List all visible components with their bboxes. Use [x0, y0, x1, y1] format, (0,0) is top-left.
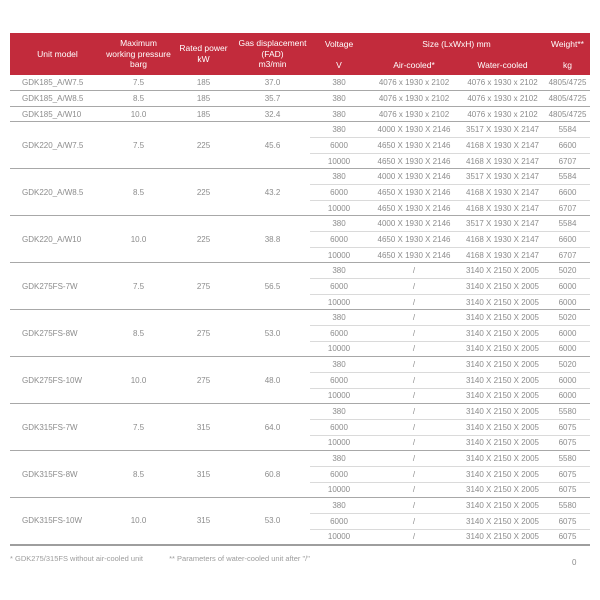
cell-weight: 5580: [545, 404, 590, 420]
cell-size-water-cooled: 3140 X 2150 X 2005: [460, 419, 545, 435]
cell-size-air-cooled: 4000 X 1930 X 2146: [368, 216, 460, 232]
table-row: [10, 310, 590, 326]
table-row: [10, 91, 590, 107]
cell-voltage: 380: [332, 78, 346, 88]
cell-weight: 6075: [545, 466, 590, 482]
cell-size-water-cooled: 3517 X 1930 X 2147: [460, 122, 545, 138]
cell-unit-model: GDK315FS-8W: [10, 451, 105, 498]
cell-rated-power: 275: [172, 263, 235, 310]
cell-voltage: 380: [310, 404, 368, 420]
cell-voltage: 380: [310, 498, 368, 514]
cell-weight: 4805/4725: [545, 91, 590, 107]
cell-voltage: 6000: [310, 466, 368, 482]
cell-size-water-cooled: 4076 x 1930 x 2102: [460, 106, 545, 122]
cell-voltage: 380: [310, 169, 368, 185]
cell-weight: 6075: [545, 482, 590, 498]
cell-size-air-cooled: /: [368, 482, 460, 498]
cell-weight: 6600: [545, 138, 590, 154]
cell-size-water-cooled: 3140 X 2150 X 2005: [460, 357, 545, 373]
cell-weight: 6600: [545, 185, 590, 201]
cell-size-air-cooled: /: [368, 451, 460, 467]
cell-voltage: 6000: [310, 232, 368, 248]
cell-size-water-cooled: 3517 X 1930 X 2147: [460, 216, 545, 232]
cell-size-air-cooled: /: [368, 310, 460, 326]
cell-size-air-cooled: 4650 X 1930 X 2146: [368, 185, 460, 201]
cell-rated-power: 225: [172, 169, 235, 216]
table-row: [10, 263, 590, 279]
cell-size-air-cooled: /: [368, 466, 460, 482]
cell-size-water-cooled: 3140 X 2150 X 2005: [460, 482, 545, 498]
cell-voltage: 380: [310, 122, 368, 138]
cell-voltage: 10000: [310, 435, 368, 451]
cell-gas-displacement: 64.0: [235, 404, 310, 451]
cell-size-water-cooled: 3140 X 2150 X 2005: [460, 466, 545, 482]
cell-size-water-cooled: 3140 X 2150 X 2005: [460, 310, 545, 326]
cell-size-water-cooled: 3140 X 2150 X 2005: [460, 404, 545, 420]
cell-size-water-cooled: 3140 X 2150 X 2005: [460, 263, 545, 279]
cell-size-air-cooled: 4650 X 1930 X 2146: [368, 138, 460, 154]
cell-unit-model: GDK220_A/W8.5: [10, 169, 105, 216]
cell-size-water-cooled: 3140 X 2150 X 2005: [460, 435, 545, 451]
cell-voltage: 10000: [310, 482, 368, 498]
table-row: [10, 498, 590, 514]
cell-unit-model: GDK185_A/W10: [10, 106, 105, 122]
cell-size-water-cooled: 4168 X 1930 X 2147: [460, 232, 545, 248]
cell-size-water-cooled: 3140 X 2150 X 2005: [460, 498, 545, 514]
cell-size-water-cooled: 3517 X 1930 X 2147: [460, 169, 545, 185]
cell-weight: 6075: [545, 513, 590, 529]
cell-weight: 4805/4725: [545, 106, 590, 122]
cell-max-pressure: 7.5: [105, 263, 172, 310]
col-header-weight-unit: kg: [545, 55, 590, 75]
cell-voltage: 6000: [310, 419, 368, 435]
table-row: [10, 357, 590, 373]
cell-size-air-cooled: /: [368, 326, 460, 342]
cell-rated-power: 315: [172, 404, 235, 451]
cell-gas-displacement: 38.8: [235, 216, 310, 263]
cell-max-pressure: 8.5: [105, 310, 172, 357]
cell-size-air-cooled: /: [368, 341, 460, 357]
table-row: [10, 169, 590, 185]
cell-rated-power: 275: [172, 357, 235, 404]
cell-gas-displacement: 45.6: [235, 122, 310, 169]
cell-voltage: 10000: [310, 388, 368, 404]
table-row: [10, 122, 590, 138]
cell-rated-power: 185: [172, 106, 235, 122]
cell-size-water-cooled: 4076 x 1930 x 2102: [460, 91, 545, 107]
specs-table: [10, 33, 590, 546]
cell-voltage: 380: [310, 91, 368, 107]
col-header-size: Size (LxWxH) mm: [368, 33, 545, 55]
table-row: [10, 404, 590, 420]
cell-gas-displacement: 43.2: [235, 169, 310, 216]
cell-weight: 6000: [545, 388, 590, 404]
table-row: [10, 451, 590, 467]
cell-weight: 4805/4725: [548, 78, 587, 88]
cell-voltage: 10000: [310, 247, 368, 263]
cell-max-pressure: 10.0: [105, 498, 172, 545]
cell-voltage: 6000: [310, 326, 368, 342]
col-header-voltage-unit: V: [310, 55, 368, 75]
cell-weight: 5584: [545, 216, 590, 232]
cell-size-air-cooled: /: [368, 529, 460, 545]
cell-unit-model: GDK220_A/W10: [10, 216, 105, 263]
cell-size-water-cooled: 3140 X 2150 X 2005: [460, 451, 545, 467]
cell-weight: 6000: [545, 326, 590, 342]
cell-weight: 6600: [545, 232, 590, 248]
cell-size-air-cooled: 4650 X 1930 X 2146: [368, 200, 460, 216]
cell-gas-displacement: 60.8: [235, 451, 310, 498]
cell-unit-model: GDK275FS-10W: [10, 357, 105, 404]
cell-unit-model: GDK185_A/W8.5: [10, 91, 105, 107]
cell-gas-displacement: 32.4: [235, 106, 310, 122]
col-header-unit-model: Unit model: [10, 33, 105, 75]
cell-weight: 6707: [545, 153, 590, 169]
col-header-air-cooled: Air-cooled*: [368, 55, 460, 75]
cell-unit-model: GDK275FS-8W: [10, 310, 105, 357]
cell-size-water-cooled: 4168 X 1930 X 2147: [460, 138, 545, 154]
cell-gas-displacement: 53.0: [235, 310, 310, 357]
cell-weight: 6000: [545, 279, 590, 295]
cell-size-air-cooled: 4650 X 1930 X 2146: [368, 153, 460, 169]
cell-voltage: 10000: [310, 200, 368, 216]
cell-weight: 5584: [545, 122, 590, 138]
cell-size-air-cooled: /: [368, 498, 460, 514]
cell-gas-displacement: 56.5: [235, 263, 310, 310]
cell-weight: 5580: [545, 498, 590, 514]
cell-size-water-cooled: 3140 X 2150 X 2005: [460, 341, 545, 357]
cell-gas-displacement: 35.7: [235, 91, 310, 107]
cell-rated-power: 315: [172, 498, 235, 545]
page-number: 0: [572, 558, 577, 567]
cell-size-water-cooled: 3140 X 2150 X 2005: [460, 279, 545, 295]
cell-unit-model: GDK185_A/W7.5: [22, 78, 84, 88]
cell-size-water-cooled: 3140 X 2150 X 2005: [460, 513, 545, 529]
cell-size-air-cooled: 4076 x 1930 x 2102: [378, 78, 450, 88]
cell-gas-displacement: 48.0: [235, 357, 310, 404]
cell-weight: 5020: [545, 310, 590, 326]
cell-max-pressure: 7.5: [105, 404, 172, 451]
cell-weight: 5020: [545, 263, 590, 279]
cell-size-air-cooled: /: [368, 294, 460, 310]
cell-max-pressure: 7.5: [105, 122, 172, 169]
cell-unit-model: GDK220_A/W7.5: [10, 122, 105, 169]
cell-max-pressure: 10.0: [105, 357, 172, 404]
spec-table-body: [10, 75, 590, 545]
cell-weight: 6000: [545, 294, 590, 310]
cell-size-air-cooled: /: [368, 435, 460, 451]
footnote-water-cooled: ** Parameters of water-cooled unit after "/": [169, 554, 310, 563]
cell-size-air-cooled: 4650 X 1930 X 2146: [368, 247, 460, 263]
cell-voltage: 380: [310, 310, 368, 326]
cell-voltage: 380: [310, 106, 368, 122]
cell-size-air-cooled: /: [368, 357, 460, 373]
cell-size-water-cooled: 3140 X 2150 X 2005: [460, 372, 545, 388]
cell-max-pressure: 10.0: [105, 106, 172, 122]
cell-max-pressure: 8.5: [105, 169, 172, 216]
table-header: [10, 33, 590, 75]
cell-rated-power: 315: [172, 451, 235, 498]
cell-voltage: 6000: [310, 138, 368, 154]
cell-weight: 6075: [545, 529, 590, 545]
col-header-max-working-pressure: Maximum working pressure barg: [105, 33, 172, 75]
cell-size-air-cooled: /: [368, 372, 460, 388]
cell-size-air-cooled: 4000 X 1930 X 2146: [368, 169, 460, 185]
cell-voltage: 10000: [310, 529, 368, 545]
cell-rated-power: 185: [196, 78, 211, 88]
col-header-weight: Weight**: [545, 33, 590, 55]
cell-unit-model: GDK275FS-7W: [10, 263, 105, 310]
cell-rated-power: 225: [172, 122, 235, 169]
cell-voltage: 6000: [310, 372, 368, 388]
cell-unit-model: GDK315FS-10W: [10, 498, 105, 545]
cell-max-pressure: 8.5: [105, 451, 172, 498]
footnote-air-cooled: * GDK275/315FS without air-cooled unit: [10, 554, 143, 563]
cell-weight: 6075: [545, 419, 590, 435]
cell-size-air-cooled: /: [368, 263, 460, 279]
cell-weight: 5020: [545, 357, 590, 373]
cell-weight: 5584: [545, 169, 590, 185]
cell-size-water-cooled: 3140 X 2150 X 2005: [460, 529, 545, 545]
cell-weight: 5580: [545, 451, 590, 467]
cell-size-air-cooled: /: [368, 279, 460, 295]
cell-rated-power: 275: [172, 310, 235, 357]
cell-size-air-cooled: /: [368, 388, 460, 404]
table-row: [10, 106, 590, 122]
cell-size-air-cooled: 4000 X 1930 X 2146: [368, 122, 460, 138]
cell-size-water-cooled: 3140 X 2150 X 2005: [460, 294, 545, 310]
cell-max-pressure: 8.5: [105, 91, 172, 107]
cell-voltage: 10000: [310, 294, 368, 310]
col-header-rated-power: Rated power kW: [172, 33, 235, 75]
cell-unit-model: GDK315FS-7W: [10, 404, 105, 451]
cell-size-water-cooled: 4168 X 1930 X 2147: [460, 153, 545, 169]
cell-weight: 6000: [545, 341, 590, 357]
cell-voltage: 6000: [310, 513, 368, 529]
cell-size-air-cooled: 4076 x 1930 x 2102: [368, 106, 460, 122]
col-header-gas-displacement: Gas displacement (FAD) m3/min: [235, 33, 310, 75]
cell-size-water-cooled: 4168 X 1930 X 2147: [460, 185, 545, 201]
cell-max-pressure: 7.5: [132, 78, 145, 88]
cell-voltage: 380: [310, 263, 368, 279]
cell-size-air-cooled: 4076 x 1930 x 2102: [368, 91, 460, 107]
cell-weight: 6707: [545, 247, 590, 263]
cell-size-air-cooled: /: [368, 513, 460, 529]
table-row: [10, 75, 590, 91]
footnotes: [10, 554, 310, 563]
cell-weight: 6075: [545, 435, 590, 451]
cell-size-air-cooled: /: [368, 404, 460, 420]
cell-size-air-cooled: /: [368, 419, 460, 435]
cell-voltage: 10000: [310, 341, 368, 357]
cell-voltage: 380: [310, 357, 368, 373]
cell-size-water-cooled: 3140 X 2150 X 2005: [460, 388, 545, 404]
cell-gas-displacement: 53.0: [235, 498, 310, 545]
cell-voltage: 6000: [310, 185, 368, 201]
cell-voltage: 380: [310, 451, 368, 467]
cell-size-water-cooled: 4168 X 1930 X 2147: [460, 200, 545, 216]
cell-voltage: 10000: [310, 153, 368, 169]
cell-gas-displacement: 37.0: [264, 78, 281, 88]
cell-size-water-cooled: 4168 X 1930 X 2147: [460, 247, 545, 263]
cell-rated-power: 225: [172, 216, 235, 263]
cell-weight: 6000: [545, 372, 590, 388]
table-row: [10, 216, 590, 232]
col-header-water-cooled: Water-cooled: [460, 55, 545, 75]
cell-voltage: 380: [310, 216, 368, 232]
cell-weight: 6707: [545, 200, 590, 216]
cell-size-air-cooled: 4650 X 1930 X 2146: [368, 232, 460, 248]
cell-rated-power: 185: [172, 91, 235, 107]
cell-size-water-cooled: 4076 x 1930 x 2102: [467, 78, 538, 88]
cell-size-water-cooled: 3140 X 2150 X 2005: [460, 326, 545, 342]
col-header-voltage: Voltage: [310, 33, 368, 55]
cell-voltage: 6000: [310, 279, 368, 295]
cell-max-pressure: 10.0: [105, 216, 172, 263]
